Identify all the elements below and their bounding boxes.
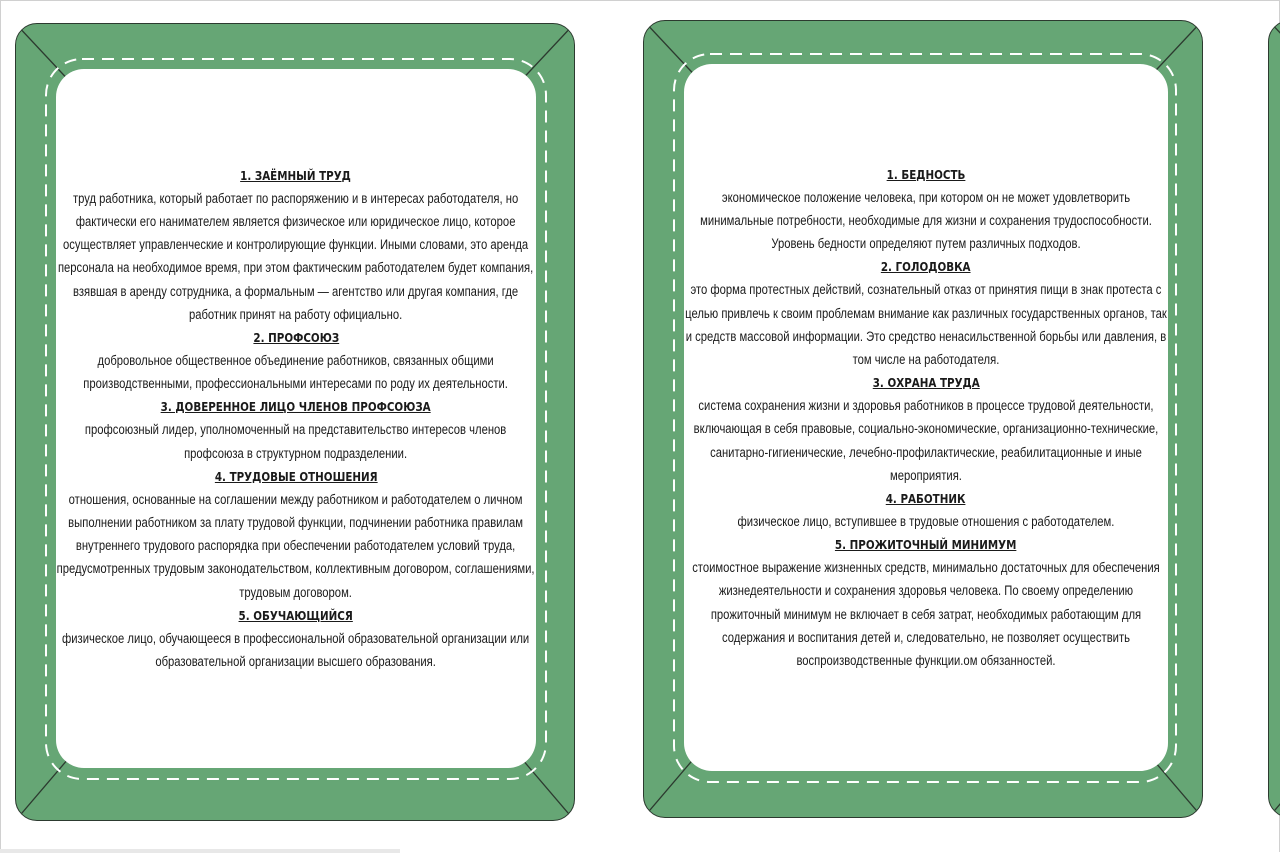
- term-title: 5. ОБУЧАЮЩИЙСЯ: [238, 607, 354, 623]
- term-title: 3. ОХРАНА ТРУДА: [872, 375, 980, 391]
- term-title: 2. ГОЛОДОВКА: [881, 259, 971, 275]
- term-definition: физическое лицо, обучающееся в профессиональной образовательной организации или образовательной организации высшего образования.: [62, 630, 530, 670]
- term-title: 4. РАБОТНИК: [886, 491, 966, 506]
- term-title: 2. ПРОФСОЮЗ: [253, 329, 339, 345]
- term-definition: экономическое положение человека, при котором он не может удовлетворить минимальные потребности, необходимые для жизни и сохранения трудоспособности. Уровень бедности определяют путем различных подходов.: [700, 189, 1152, 252]
- term-title: 3. ДОВЕРЕННОЕ ЛИЦО ЧЛЕНОВ ПРОФСОЮЗА: [160, 399, 432, 415]
- term-card-2: [643, 20, 1203, 818]
- term-definition: профсоюзный лидер, уполномоченный на представительство интересов членов профсоюза в структурном подразделении.: [85, 422, 507, 461]
- term-card-1: [15, 23, 575, 821]
- term-definition: система сохранения жизни и здоровья работников в процессе трудовой деятельности, включающая в себя правовые, социально-экономические, организационно-технические, санитарно-гигиенические, лечебно-профилактические, реабилитационные и иные мероприятия.: [693, 398, 1159, 483]
- term-definition: отношения, основанные на соглашении между работником и работодателем о личном выполнении работником за плату трудовой функции, подчинении работника правилам внутреннего трудового распорядка при обеспечении работодателем условий труда, предусмотренных трудовым законодательством, коллективным договором, соглашениями, трудовым договором.: [57, 491, 535, 600]
- term-title: 1. БЕДНОСТЬ: [886, 166, 966, 182]
- term-definition: добровольное общественное объединение работников, связанных общими производственными, профессиональными интересами по роду их деятельности.: [83, 352, 509, 392]
- term-definition: труд работника, который работает по распоряжению и в интересах работодателя, но фактически его нанимателем является физическое или юридическое лицо, которое осуществляет управленческие и контролирующие функции. Иными словами, это аренда персонала на необходимое время, при этом фактическим работодателем будет компания, взявшая в аренду сотрудника, а формальным — агентство или другая компания, где работник принят на работу официально.: [58, 190, 534, 322]
- term-definition: стоимостное выражение жизненных средств, минимально достаточных для обеспечения жизнедеятельности и сохранения здоровья человека. По своему определению прожиточный минимум не включает в себя затрат, необходимых работающим для содержания и воспитания детей и, следовательно, не позволяет осуществить воспроизводственные функции.ом обязанностей.: [692, 560, 1160, 669]
- bottom-divider: [0, 849, 400, 853]
- card-content: [56, 69, 536, 768]
- term-card-3-partial: [1268, 20, 1280, 818]
- term-title: 4. ТРУДОВЫЕ ОТНОШЕНИЯ: [214, 468, 378, 484]
- card-content: [684, 64, 1168, 771]
- term-definition: физическое лицо, вступившее в трудовые отношения с работодателем.: [737, 514, 1115, 529]
- term-title: 5. ПРОЖИТОЧНЫЙ МИНИМУМ: [835, 537, 1017, 553]
- term-definition: это форма протестных действий, сознательный отказ от принятия пищи в знак протеста с целью привлечь к своим проблемам внимание как различных государственных органов, так и средств массовой информации. Это средство ненасильственной борьбы или давления, в том числе на работодателя.: [685, 282, 1167, 367]
- term-title: 1. ЗАЁМНЫЙ ТРУД: [240, 167, 352, 183]
- card-frame-decoration: [1269, 21, 1280, 817]
